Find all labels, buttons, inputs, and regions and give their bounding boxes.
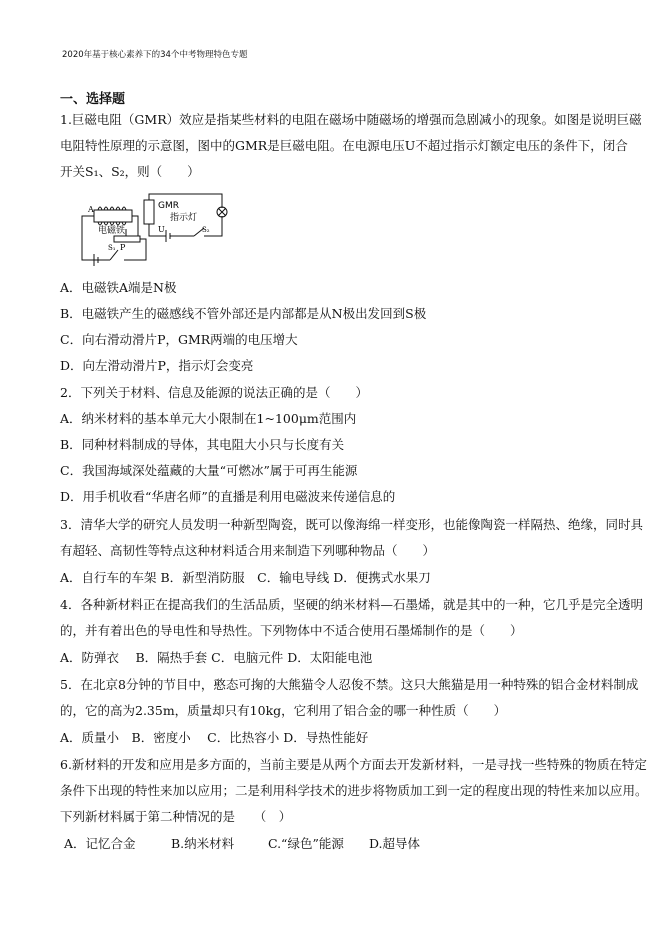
q1-option-c: C．向右滑动滑片P，GMR两端的电压增大	[60, 332, 298, 347]
q3-options: A．自行车的车架 B．新型消防服 C．输电导线 D．便携式水果刀	[60, 570, 431, 585]
q4-line-2: 的，并有着出色的导电性和导热性。下列物体中不适合使用石墨烯制作的是（ ）	[60, 623, 523, 638]
label-u: U	[158, 225, 165, 234]
q3-line-1: 3．清华大学的研究人员发明一种新型陶瓷，既可以像海绵一样变形，也能像陶瓷一样隔热、绝缘，同时具	[60, 517, 643, 532]
q1-line-3: 开关S₁、S₂，则（ ）	[60, 164, 200, 179]
q2-stem: 2．下列关于材料、信息及能源的说法正确的是（ ）	[60, 385, 368, 400]
q2-option-c: C．我国海域深处蕴藏的大量“可燃冰”属于可再生能源	[60, 463, 358, 478]
q2-option-a: A．纳米材料的基本单元大小限制在1~100μm范围内	[60, 411, 357, 426]
q3-line-2: 有超轻、高韧性等特点这种材料适合用来制造下列哪种物品（ ）	[60, 543, 436, 558]
q6-options	[64, 836, 420, 852]
q6-option-c: C.“绿色”能源	[267, 836, 344, 851]
q2-option-b: B．同种材料制成的导体，其电阻大小只与长度有关	[60, 437, 345, 452]
label-gmr: GMR	[158, 201, 179, 211]
q6-option-a: A．记忆合金	[64, 836, 136, 851]
q1-option-b: B．电磁铁产生的磁感线不管外部还是内部都是从N极出发回到S极	[60, 306, 427, 321]
label-p: P	[120, 243, 126, 252]
q6-option-d: D.超导体	[368, 836, 421, 851]
q1-option-d: D．向左滑动滑片P，指示灯会变亮	[60, 358, 254, 373]
label-electromagnet: 电磁铁	[98, 226, 126, 236]
q6-line-1: 6.新材料的开发和应用是多方面的，当前主要是从两个方面去开发新材料，一是寻找一些特殊的物质在特定	[60, 757, 647, 772]
q6-line-3: 下列新材料属于第二种情况的是 （ ）	[60, 809, 292, 824]
q2-option-d: D．用手机收看“华唐名师”的直播是利用电磁波来传递信息的	[60, 489, 396, 504]
q4-line-1: 4．各种新材料正在提高我们的生活品质，坚硬的纳米材料—石墨烯，就是其中的一种，它几乎是完全透明	[60, 597, 643, 612]
section-title: 一、选择题	[60, 92, 126, 107]
q1-option-a: A．电磁铁A端是N极	[60, 280, 177, 295]
label-indicator: 指示灯	[170, 213, 198, 223]
gmr-circuit-diagram	[74, 192, 244, 268]
q5-line-1: 5．在北京8分钟的节目中，憨态可掬的大熊猫令人忍俊不禁。这只大熊猫是用一种特殊的铝合金材料制成	[60, 677, 639, 692]
q4-options: A．防弹衣 B．隔热手套 C．电脑元件 D．太阳能电池	[60, 650, 373, 665]
label-s2: S₂	[202, 226, 210, 234]
q5-options: A．质量小 B．密度小 C．比热容小 D．导热性能好	[60, 730, 369, 745]
q5-line-2: 的，它的高为2.35m，质量却只有10kg，它利用了铝合金的哪一种性质（ ）	[60, 703, 507, 718]
q1-line-2: 电阻特性原理的示意图，图中的GMR是巨磁电阻。在电源电压U不超过指示灯额定电压的条件下，闭合	[60, 138, 628, 153]
q1-line-1: 1.巨磁电阻（GMR）效应是指某些材料的电阻在磁场中随磁场的增强而急剧减小的现象。如图是说明巨磁	[60, 112, 642, 127]
label-a: A	[88, 205, 94, 214]
document-header: 2020年基于核心素养下的34个中考物理特色专题	[62, 50, 248, 60]
label-s1: S₁	[108, 244, 116, 252]
q6-line-2: 条件下出现的特性来加以应用；二是利用科学技术的进步将物质加工到一定的程度出现的特性来加以应用。	[60, 783, 648, 798]
q6-option-b: B.纳米材料	[170, 836, 235, 851]
